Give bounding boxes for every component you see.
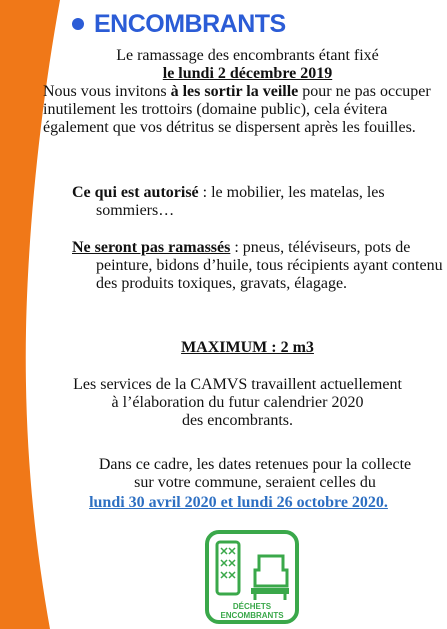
services-paragraph xyxy=(45,376,430,430)
invite-bold: à les sortir la veille xyxy=(170,83,299,100)
authorized-text: : le mobilier, les matelas, les sommiers… xyxy=(96,184,385,219)
framework-line: sur votre commune, seraient celles du xyxy=(134,474,376,491)
title-row xyxy=(72,10,286,38)
services-line: à l’élaboration du futur calendrier 2020 xyxy=(111,394,364,411)
paragraph-invite xyxy=(43,83,441,137)
logo-line-1: DÉCHETS xyxy=(232,602,272,611)
logo-line-2: ENCOMBRANTS xyxy=(220,611,284,620)
blue-bullet-icon xyxy=(72,18,84,30)
authorized-items xyxy=(72,184,447,220)
services-line: Les services de la CAMVS travaillent actuellement xyxy=(73,376,402,393)
dates-2020-link[interactable]: lundi 30 avril 2020 et lundi 26 octobre 2020. xyxy=(89,494,388,511)
services-line: des encombrants. xyxy=(181,412,294,429)
framework-line: Dans ce cadre, les dates retenues pour la collecte xyxy=(98,456,412,473)
invite-start: Nous vous invitons xyxy=(43,83,171,100)
not-collected-items xyxy=(72,239,447,293)
bulky-waste-logo xyxy=(205,530,299,624)
framework-paragraph xyxy=(60,456,447,492)
maximum-volume: MAXIMUM : 2 m3 xyxy=(181,339,314,356)
invite-end: pour ne pas occuper inutilement les trottoirs (domaine public), cela évitera également que vos détritus se dispersent après les fouilles. xyxy=(43,83,431,136)
authorized-label: Ce qui est autorisé xyxy=(72,184,199,201)
page-title: ENCOMBRANTS xyxy=(94,9,286,38)
dates-2020-line xyxy=(30,494,447,512)
intro-line: Le ramassage des encombrants étant fixé xyxy=(116,47,379,64)
not-collected-text: : pneus, téléviseurs, pots de peinture, bidons d’huile, tous récipients ayant contenu des produits toxiques, gravats, élagage. xyxy=(96,239,443,292)
not-collected-label: Ne seront pas ramassés xyxy=(72,239,231,256)
collection-date: le lundi 2 décembre 2019 xyxy=(162,65,333,82)
bulky-waste-icon xyxy=(205,530,299,624)
